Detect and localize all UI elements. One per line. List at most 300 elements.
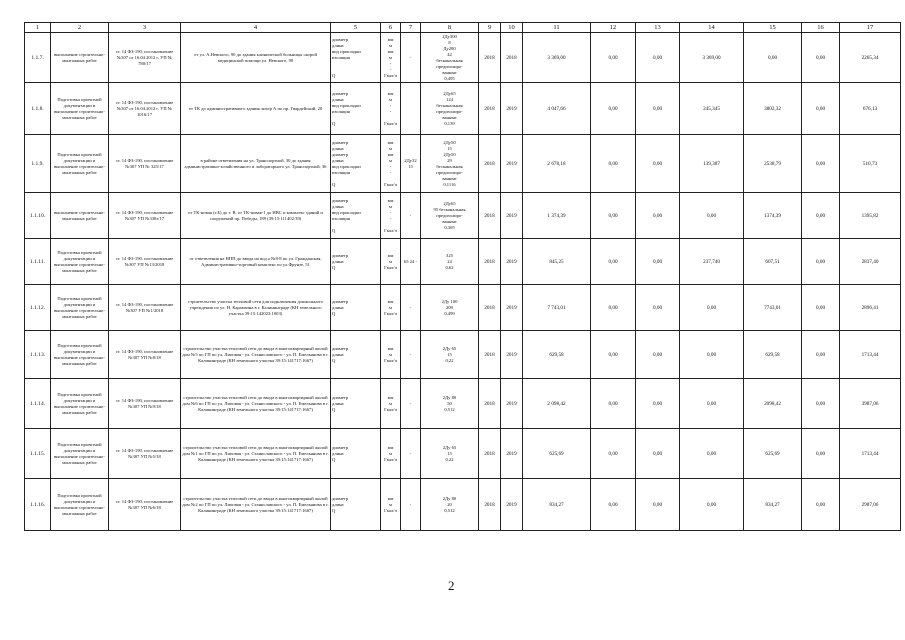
cell-line: Q	[332, 72, 336, 78]
cell-line: 15	[447, 450, 452, 456]
start-year-cell: 2018	[479, 135, 501, 193]
row-number-cell: 1.1.16.	[25, 479, 51, 531]
table-row	[25, 239, 901, 285]
cell-line: мм	[387, 48, 394, 54]
values-before-cell: 65 24 -	[401, 239, 421, 285]
cost-col15-cell: 7743,01	[744, 285, 802, 331]
cell-line: 0,305	[444, 224, 455, 230]
cell-line: 50	[447, 400, 452, 406]
cost-col17-cell: 2987,06	[840, 479, 901, 531]
cell-line: 2Ду 100	[441, 298, 458, 304]
table-row	[25, 193, 901, 239]
end-year-cell: 2019	[501, 193, 523, 239]
basis-document-cell: ст. 14 ФЗ-190, постановление №307 УП №9/18	[109, 379, 181, 429]
cell-line: мм	[387, 345, 394, 351]
end-year-cell: 2019	[501, 429, 523, 479]
total-cost-cell: 7 743,01	[523, 285, 591, 331]
start-year-cell: 2018	[479, 285, 501, 331]
column-number-cell: 4	[181, 23, 331, 33]
end-year-cell: 2018	[501, 33, 523, 83]
work-type-cell: Подготовка проектной документации и выполнение строительно-монтажных работ	[51, 429, 109, 479]
parameter-names-cell	[331, 33, 381, 83]
cell-line: -	[389, 108, 392, 114]
cell-line: бесканальная	[436, 102, 463, 108]
cost-col13-cell: 0,00	[636, 193, 680, 239]
row-number-cell: 1.1.11.	[25, 239, 51, 285]
values-after-cell	[421, 193, 479, 239]
cell-line: 0,22	[445, 456, 454, 462]
cell-line: 15	[447, 351, 452, 357]
cell-line: 2Ду 80	[442, 495, 457, 501]
cell-line: Q	[332, 227, 336, 233]
units-cell	[381, 479, 401, 531]
basis-document-cell: ст. 14 ФЗ-190, постановление №307 УП №8/18	[109, 331, 181, 379]
cell-line: мм	[387, 139, 394, 145]
cost-col13-cell: 0,00	[636, 239, 680, 285]
row-number-cell: 1.1.10.	[25, 193, 51, 239]
cell-line: Q	[332, 406, 336, 412]
cell-line: Гкал/ч	[384, 507, 397, 513]
cost-col14-cell: 245,345	[680, 83, 744, 135]
cell-line: Гкал/ч	[384, 227, 397, 233]
total-cost-cell: 2 678,18	[523, 135, 591, 193]
cell-line: 95 бесканальная	[433, 206, 466, 212]
cell-line: диаметр	[332, 345, 349, 351]
cell-line: длина	[332, 157, 344, 163]
column-number-cell: 11	[523, 23, 591, 33]
cell-line: бесканальная	[436, 57, 463, 63]
cell-line: мм	[387, 495, 394, 501]
cost-col17-cell: 1713,44	[840, 429, 901, 479]
end-year-cell: 2019	[501, 379, 523, 429]
cell-line: длина	[332, 450, 344, 456]
column-number-cell: 7	[401, 23, 421, 33]
cell-line: диаметр	[332, 298, 349, 304]
basis-document-cell: ст. 14 ФЗ-190, постановление №307 УП №13/2018	[109, 239, 181, 285]
end-year-cell: 2019	[501, 83, 523, 135]
cell-line: длина	[332, 42, 344, 48]
cost-col12-cell: 0,00	[591, 239, 636, 285]
table-row	[25, 379, 901, 429]
cell-line: Гкал/ч	[384, 72, 397, 78]
investment-program-table	[24, 22, 901, 531]
column-number-cell: 17	[840, 23, 901, 33]
cost-col12-cell: 0,00	[591, 379, 636, 429]
cell-line: -	[389, 102, 392, 108]
start-year-cell: 2018	[479, 33, 501, 83]
row-number-cell: 1.1.12.	[25, 285, 51, 331]
cost-col17-cell: 510,73	[840, 135, 901, 193]
cell-line: вид прокладки	[332, 163, 361, 169]
cell-line: Q	[332, 456, 336, 462]
cell-line: 325	[446, 252, 453, 258]
column-number-cell: 1	[25, 23, 51, 33]
cell-line: м	[389, 54, 392, 60]
start-year-cell: 2018	[479, 239, 501, 285]
cell-line: мм	[387, 394, 394, 400]
end-year-cell: 2019	[501, 239, 523, 285]
cost-col12-cell: 0,00	[591, 285, 636, 331]
work-type-cell: Подготовка проектной документации и выполнение строительно-монтажных работ	[51, 239, 109, 285]
cell-line: ванные	[442, 69, 457, 75]
values-after-cell	[421, 479, 479, 531]
cell-line: 0,62	[445, 264, 454, 270]
total-cost-cell: 2 098,42	[523, 379, 591, 429]
start-year-cell: 2018	[479, 479, 501, 531]
cell-line: бесканальная	[436, 163, 463, 169]
location-cell: строительство участка тепловой сети до ввода в многоквартирный жилой дом №6 по ГП по ул. Липовая - ул. Станиславского - ул. П. Емельянова в г. Калининграде (КН земельного участка 39:15:141717:1667)	[181, 379, 331, 429]
cost-col12-cell: 0,00	[591, 193, 636, 239]
cell-line: 0,1116	[443, 181, 456, 187]
cost-col14-cell: 139,387	[680, 135, 744, 193]
units-cell	[381, 193, 401, 239]
parameter-names-cell	[331, 193, 381, 239]
cell-line: 124	[446, 96, 453, 102]
parameter-names-cell	[331, 135, 381, 193]
cell-line: м	[389, 304, 392, 310]
cell-line: Гкал/ч	[384, 120, 397, 126]
cell-line: 2Ду300	[442, 33, 457, 39]
cell-line: диаметр	[332, 444, 349, 450]
parameter-names-cell	[331, 479, 381, 531]
values-after-cell	[421, 331, 479, 379]
values-after-cell	[421, 83, 479, 135]
cost-col15-cell: 625,69	[744, 429, 802, 479]
location-cell: от ул. А.Невского, 90 до здания клинической больницы скорой медицинской помощи ул. Невского, 90	[181, 33, 331, 83]
basis-document-cell: ст. 14 ФЗ-190, постановление №307 УП № 325/17	[109, 135, 181, 193]
cell-line: 2Ду50	[443, 151, 456, 157]
values-before-cell: -	[401, 429, 421, 479]
cell-line: Гкал/ч	[384, 264, 397, 270]
cell-line: 42	[447, 51, 452, 57]
document-table-wrapper	[24, 22, 901, 531]
cell-line: мм	[387, 90, 394, 96]
column-number-cell: 14	[680, 23, 744, 33]
page-number: 2	[448, 578, 455, 593]
cost-col12-cell: 0,00	[591, 479, 636, 531]
cell-line: предизолиро-	[436, 169, 463, 175]
cost-col13-cell: 0,00	[636, 479, 680, 531]
cell-line: вид прокладки	[332, 209, 361, 215]
values-after-cell	[421, 135, 479, 193]
cost-col15-cell: 0,00	[744, 33, 802, 83]
location-cell: от ТК до административного здания литер А по пр. Гвардейский, 20	[181, 83, 331, 135]
cell-line: диаметр	[332, 36, 349, 42]
table-row	[25, 331, 901, 379]
cost-col15-cell: 3802,32	[744, 83, 802, 135]
cell-line: 0,139	[444, 120, 455, 126]
cell-line: мм	[387, 252, 394, 258]
cost-col15-cell: 607,51	[744, 239, 802, 285]
cell-line: м	[389, 501, 392, 507]
location-cell: строительство участка тепловой сети до ввода в многоквартирный жилой дом №2 по ГП по ул. Липовая - ул. Станиславского - ул. П. Емельянова в г. Калининграде (КН земельного участка 39:15:141717:1667)	[181, 479, 331, 531]
basis-document-cell: ст. 14 ФЗ-190, постановление №307 УП №6/18	[109, 479, 181, 531]
cell-line: м	[389, 400, 392, 406]
work-type-cell: Подготовка проектной документации и выполнение строительно-монтажных работ	[51, 135, 109, 193]
cost-col13-cell: 0,00	[636, 83, 680, 135]
cost-col15-cell: 1374,39	[744, 193, 802, 239]
basis-document-cell: ст. 14 ФЗ-190, постановление №307 от 16.04.2012 г. УП № 1016/17	[109, 83, 181, 135]
values-after-cell	[421, 379, 479, 429]
column-number-cell: 5	[331, 23, 381, 33]
cost-col17-cell: 1395,82	[840, 193, 901, 239]
cell-line: длина	[332, 145, 344, 151]
cost-col15-cell: 629,58	[744, 331, 802, 379]
values-before-cell: -	[401, 285, 421, 331]
header-row	[25, 23, 901, 33]
cell-line: предизолиро-	[436, 63, 463, 69]
cost-col14-cell: 0,00	[680, 193, 744, 239]
cost-col16-cell: 0,00	[802, 193, 840, 239]
values-before-cell: -	[401, 379, 421, 429]
cell-line: -	[389, 163, 392, 169]
values-before-cell: -	[401, 331, 421, 379]
location-cell: строительство участка тепловой сети для подключения дошкольного учреждения по ул. Н. Карамзина в г. Калининграде (КН земельного участка 39:15:142023:1003)	[181, 285, 331, 331]
cost-col16-cell: 0,00	[802, 135, 840, 193]
row-number-cell: 1.1.13.	[25, 331, 51, 379]
work-type-cell: выполнение строительно-монтажных работ	[51, 33, 109, 83]
table-row	[25, 285, 901, 331]
cost-col17-cell: 2896,41	[840, 285, 901, 331]
cost-col16-cell: 0,00	[802, 83, 840, 135]
column-number-cell: 12	[591, 23, 636, 33]
cell-line: мм	[387, 151, 394, 157]
work-type-cell: выполнение строительно-монтажных работ	[51, 193, 109, 239]
cell-line: Гкал/ч	[384, 310, 397, 316]
values-after-cell	[421, 285, 479, 331]
cell-line: -	[389, 209, 392, 215]
row-number-cell: 1.1.7.	[25, 33, 51, 83]
cell-line: предизолиро-	[436, 108, 463, 114]
values-after-cell	[421, 429, 479, 479]
parameter-names-cell	[331, 379, 381, 429]
row-number-cell: 1.1.9.	[25, 135, 51, 193]
cell-line: длина	[332, 351, 344, 357]
cell-line: мм	[387, 197, 394, 203]
cost-col15-cell: 2538,79	[744, 135, 802, 193]
cost-col16-cell: 0,00	[802, 239, 840, 285]
cell-line: Гкал/ч	[384, 181, 397, 187]
cost-col12-cell: 0,00	[591, 331, 636, 379]
cost-col12-cell: 0,00	[591, 135, 636, 193]
cell-line: 0,512	[444, 406, 455, 412]
cell-line: -	[389, 66, 392, 72]
cost-col16-cell: 0,00	[802, 285, 840, 331]
cell-line: изоляция	[332, 108, 350, 114]
table-row	[25, 135, 901, 193]
cell-line: ванные	[442, 218, 457, 224]
cost-col17-cell: 2837,40	[840, 239, 901, 285]
parameter-names-cell	[331, 239, 381, 285]
cell-line: 8	[448, 39, 451, 45]
cell-line: диаметр	[332, 252, 349, 258]
cost-col14-cell: 0,00	[680, 429, 744, 479]
work-type-cell: Подготовка проектной документации и выполнение строительно-монтажных работ	[51, 331, 109, 379]
total-cost-cell: 834,27	[523, 479, 591, 531]
total-cost-cell: 1 374,39	[523, 193, 591, 239]
values-before-cell: -	[401, 193, 421, 239]
cell-line: длина	[332, 400, 344, 406]
cost-col14-cell: 0,00	[680, 331, 744, 379]
location-cell: в районе ответвления на ул. Транспортной, 30 до здания административно-хозяйственного и лабораторного ул. Транспортной, 36	[181, 135, 331, 193]
cell-line: 2Ду65	[443, 90, 456, 96]
total-cost-cell: 3 369,00	[523, 33, 591, 83]
cell-line: длина	[332, 501, 344, 507]
values-after-cell	[421, 239, 479, 285]
cost-col14-cell: 3 369,00	[680, 33, 744, 83]
total-cost-cell: 845,25	[523, 239, 591, 285]
cell-line: Q	[332, 357, 336, 363]
start-year-cell: 2018	[479, 429, 501, 479]
column-number-cell: 9	[479, 23, 501, 33]
cost-col13-cell: 0,00	[636, 331, 680, 379]
cell-line: диаметр	[332, 394, 349, 400]
cell-line: Гкал/ч	[384, 456, 397, 462]
cell-line: -	[389, 60, 392, 66]
cell-line: м	[389, 258, 392, 264]
end-year-cell: 2019	[501, 135, 523, 193]
end-year-cell: 2019	[501, 479, 523, 531]
work-type-cell: Подготовка проектной документации и выполнение строительно-монтажных работ	[51, 83, 109, 135]
column-number-cell: 15	[744, 23, 802, 33]
cell-line: м	[389, 145, 392, 151]
basis-document-cell: ст. 14 ФЗ-190, постановление №307 от 16.04.2012 г. УП № 780/17	[109, 33, 181, 83]
cell-line: 0,495	[444, 75, 455, 81]
cell-line: 15	[447, 145, 452, 151]
start-year-cell: 2018	[479, 379, 501, 429]
location-cell: строительство участка тепловой сети до ввода в многоквартирный жилой дом №1 по ГП по ул. Липовая - ул. Станиславского - ул. П. Емельянова в г. Калининграде (КН земельного участка 39:15:141717:1667)	[181, 429, 331, 479]
cell-line: Q	[332, 507, 336, 513]
cost-col13-cell: 0,00	[636, 33, 680, 83]
total-cost-cell: 625,69	[523, 429, 591, 479]
parameter-names-cell	[331, 83, 381, 135]
cell-line: Гкал/ч	[384, 406, 397, 412]
values-before-cell: 2Ду32 15	[401, 135, 421, 193]
cost-col13-cell: 0,00	[636, 285, 680, 331]
cell-line: -	[389, 169, 392, 175]
basis-document-cell: ст. 14 ФЗ-190, постановление №307 УП №1/2018	[109, 285, 181, 331]
cost-col17-cell: 676,13	[840, 83, 901, 135]
cost-col12-cell: 0,00	[591, 33, 636, 83]
column-number-cell: 13	[636, 23, 680, 33]
cell-line: изоляция	[332, 215, 350, 221]
cell-line: вид прокладки	[332, 48, 361, 54]
cost-col13-cell: 0,00	[636, 379, 680, 429]
cell-line: Ду200	[443, 45, 456, 51]
cost-col16-cell: 0,00	[802, 429, 840, 479]
end-year-cell: 2019	[501, 285, 523, 331]
column-number-cell: 3	[109, 23, 181, 33]
cost-col14-cell: 237,740	[680, 239, 744, 285]
start-year-cell: 2018	[479, 331, 501, 379]
row-number-cell: 1.1.8.	[25, 83, 51, 135]
cell-line: м	[389, 42, 392, 48]
cell-line: 20	[447, 501, 452, 507]
cost-col15-cell: 834,27	[744, 479, 802, 531]
parameter-names-cell	[331, 429, 381, 479]
cell-line: ванные	[442, 175, 457, 181]
cell-line: Q	[332, 120, 336, 126]
cell-line: 0,22	[445, 357, 454, 363]
cell-line: м	[389, 351, 392, 357]
total-cost-cell: 4 047,66	[523, 83, 591, 135]
work-type-cell: Подготовка проектной документации и выполнение строительно-монтажных работ	[51, 285, 109, 331]
units-cell	[381, 83, 401, 135]
values-before-cell: -	[401, 479, 421, 531]
cell-line: м	[389, 203, 392, 209]
column-number-cell: 8	[421, 23, 479, 33]
cost-col17-cell: 2265,34	[840, 33, 901, 83]
cell-line: длина	[332, 203, 344, 209]
cell-line: мм	[387, 298, 394, 304]
cell-line: м	[389, 450, 392, 456]
cell-line: Q	[332, 310, 336, 316]
column-number-cell: 10	[501, 23, 523, 33]
cell-line: ванные	[442, 114, 457, 120]
cell-line: вид прокладки	[332, 102, 361, 108]
end-year-cell: 2019	[501, 331, 523, 379]
cell-line: 2Ду50	[443, 139, 456, 145]
cell-line: диаметр	[332, 151, 349, 157]
cost-col17-cell: 1713,44	[840, 331, 901, 379]
cell-line: диаметр	[332, 197, 349, 203]
units-cell	[381, 379, 401, 429]
cost-col16-cell: 0,00	[802, 379, 840, 429]
table-row	[25, 479, 901, 531]
cost-col12-cell: 0,00	[591, 83, 636, 135]
work-type-cell: Подготовка проектной документации и выполнение строительно-монтажных работ	[51, 479, 109, 531]
cell-line: длина	[332, 258, 344, 264]
column-number-cell: 6	[381, 23, 401, 33]
location-cell: строительство участка тепловой сети до ввода в многоквартирный жилой дом №5 по ГП по ул. Липовая - ул. Станиславского - ул. П. Емельянова в г. Калининграде (КН земельного участка 39:15:141717:1667)	[181, 331, 331, 379]
cell-line: 209	[446, 304, 453, 310]
start-year-cell: 2018	[479, 83, 501, 135]
parameter-names-cell	[331, 331, 381, 379]
location-cell: от ТК-новая (т.Б) до т. В, от ТК-новая-1 до НВС и комплекс зданий и сооружений пр. Победы, 189 (39:15:111402:39)	[181, 193, 331, 239]
units-cell	[381, 285, 401, 331]
cost-col14-cell: 0,00	[680, 479, 744, 531]
units-cell	[381, 331, 401, 379]
cost-col15-cell: 2098,42	[744, 379, 802, 429]
table-row	[25, 33, 901, 83]
location-cell: от ответвления на НПП до ввода на вод.а №8-8 по ул. Гражданская, Административно-торговый комплекс по ул.Фрунзе, 51	[181, 239, 331, 285]
cell-line: мм	[387, 36, 394, 42]
cost-col16-cell: 0,00	[802, 479, 840, 531]
cell-line: 24	[447, 258, 452, 264]
cell-line: 2Ду 80	[442, 394, 457, 400]
cell-line: Гкал/ч	[384, 357, 397, 363]
cell-line: диаметр	[332, 139, 349, 145]
start-year-cell: 2018	[479, 193, 501, 239]
cell-line: Q	[332, 264, 336, 270]
column-number-cell: 2	[51, 23, 109, 33]
table-row	[25, 83, 901, 135]
units-cell	[381, 135, 401, 193]
cell-line: м	[389, 96, 392, 102]
cost-col12-cell: 0,00	[591, 429, 636, 479]
work-type-cell: Подготовка проектной документации и выполнение строительно-монтажных работ	[51, 379, 109, 429]
cost-col14-cell: 0,00	[680, 285, 744, 331]
cell-line: длина	[332, 96, 344, 102]
values-before-cell	[401, 83, 421, 135]
cell-line: 0,499	[444, 310, 455, 316]
cell-line: длина	[332, 304, 344, 310]
cost-col14-cell: 0,00	[680, 379, 744, 429]
column-number-cell: 16	[802, 23, 840, 33]
basis-document-cell: ст. 14 ФЗ-190, постановление №307 УП №338з/17	[109, 193, 181, 239]
cell-line: изоляция	[332, 169, 350, 175]
cell-line: диаметр	[332, 90, 349, 96]
